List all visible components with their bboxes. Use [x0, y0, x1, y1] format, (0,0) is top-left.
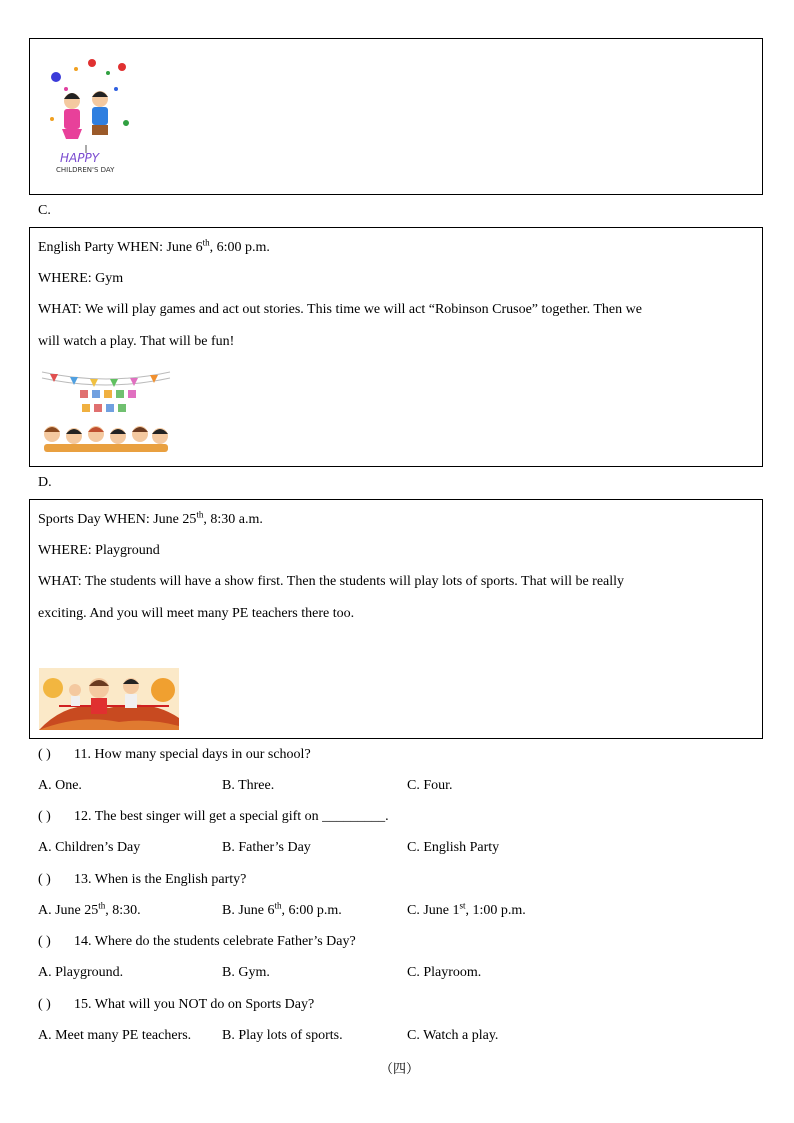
- question-stem: 13. When is the English party?: [74, 872, 247, 887]
- option-c[interactable]: C. Watch a play.: [407, 1028, 499, 1043]
- answer-blank[interactable]: ( ): [38, 747, 51, 762]
- question-12-stem-line: [38, 809, 389, 825]
- option-b[interactable]: B. Father’s Day: [222, 840, 311, 855]
- option-c[interactable]: C. Four.: [407, 778, 453, 793]
- option-a-post: , 8:30.: [105, 903, 141, 918]
- sports-day-illustration: [39, 668, 179, 730]
- option-b-post: , 6:00 p.m.: [281, 903, 342, 918]
- option-c-sup: st: [459, 900, 466, 911]
- english-party-illustration: [40, 366, 172, 456]
- question-15-stem-line: [38, 997, 314, 1013]
- notice-box-b: [29, 38, 763, 195]
- box-c-line-1-pre: English Party WHEN: June 6: [38, 240, 203, 255]
- box-c-line-1-post: , 6:00 p.m.: [209, 240, 270, 255]
- option-b[interactable]: B. Play lots of sports.: [222, 1028, 343, 1043]
- box-c-line-1: [38, 237, 270, 256]
- box-c-line-1-sup: th: [202, 237, 210, 248]
- question-13-stem-line: [38, 872, 246, 888]
- option-a-sup: th: [98, 900, 106, 911]
- answer-blank[interactable]: ( ): [38, 934, 51, 949]
- box-d-line-1-post: , 8:30 a.m.: [203, 512, 263, 527]
- box-d-line-2: WHERE: Playground: [38, 543, 160, 558]
- box-d-line-1-sup: th: [196, 509, 204, 520]
- option-a[interactable]: [38, 900, 141, 919]
- box-d-line-1-pre: Sports Day WHEN: June 25: [38, 512, 197, 527]
- question-stem: 15. What will you NOT do on Sports Day?: [74, 997, 315, 1012]
- answer-blank[interactable]: ( ): [38, 872, 51, 887]
- option-a-pre: A. June 25: [38, 903, 99, 918]
- option-c-pre: C. June 1: [407, 903, 460, 918]
- option-b[interactable]: B. Three.: [222, 778, 275, 793]
- label-d: D.: [38, 475, 52, 490]
- question-stem: 12. The best singer will get a special gift on _________.: [74, 809, 389, 824]
- option-a[interactable]: A. Children’s Day: [38, 840, 141, 855]
- option-a[interactable]: A. Meet many PE teachers.: [38, 1028, 192, 1043]
- question-11-stem-line: [38, 747, 311, 763]
- question-stem: 14. Where do the students celebrate Father’s Day?: [74, 934, 356, 949]
- box-c-line-3: WHAT: We will play games and act out stories. This time we will act “Robinson Crusoe” together. Then we: [38, 302, 642, 317]
- question-14-stem-line: [38, 934, 356, 950]
- option-c[interactable]: C. English Party: [407, 840, 500, 855]
- option-b-sup: th: [274, 900, 282, 911]
- option-b[interactable]: B. Gym.: [222, 965, 270, 980]
- box-d-line-3: WHAT: The students will have a show first. Then the students will play lots of sports. That will be really: [38, 574, 625, 589]
- logo-text-happy: HAPPY: [60, 151, 100, 165]
- label-c: C.: [38, 203, 51, 218]
- option-a[interactable]: A. Playground.: [38, 965, 124, 980]
- box-c-line-4: will watch a play. That will be fun!: [38, 334, 235, 349]
- option-c-post: , 1:00 p.m.: [465, 903, 526, 918]
- box-c-line-2: WHERE: Gym: [38, 271, 124, 286]
- happy-childrens-day-illustration: [46, 59, 132, 174]
- option-b-pre: B. June 6: [222, 903, 275, 918]
- logo-text-childrens-day: CHILDREN'S DAY: [56, 166, 115, 174]
- question-stem: 11. How many special days in our school?: [74, 747, 311, 762]
- box-d-line-1: [38, 509, 263, 528]
- option-b[interactable]: [222, 900, 342, 919]
- box-d-line-4: exciting. And you will meet many PE teachers there too.: [38, 606, 355, 621]
- answer-blank[interactable]: ( ): [38, 809, 51, 824]
- option-c[interactable]: C. Playroom.: [407, 965, 482, 980]
- answer-blank[interactable]: ( ): [38, 997, 51, 1012]
- page-number: （四）: [380, 1062, 420, 1077]
- option-a[interactable]: A. One.: [38, 778, 82, 793]
- option-c[interactable]: [407, 900, 526, 919]
